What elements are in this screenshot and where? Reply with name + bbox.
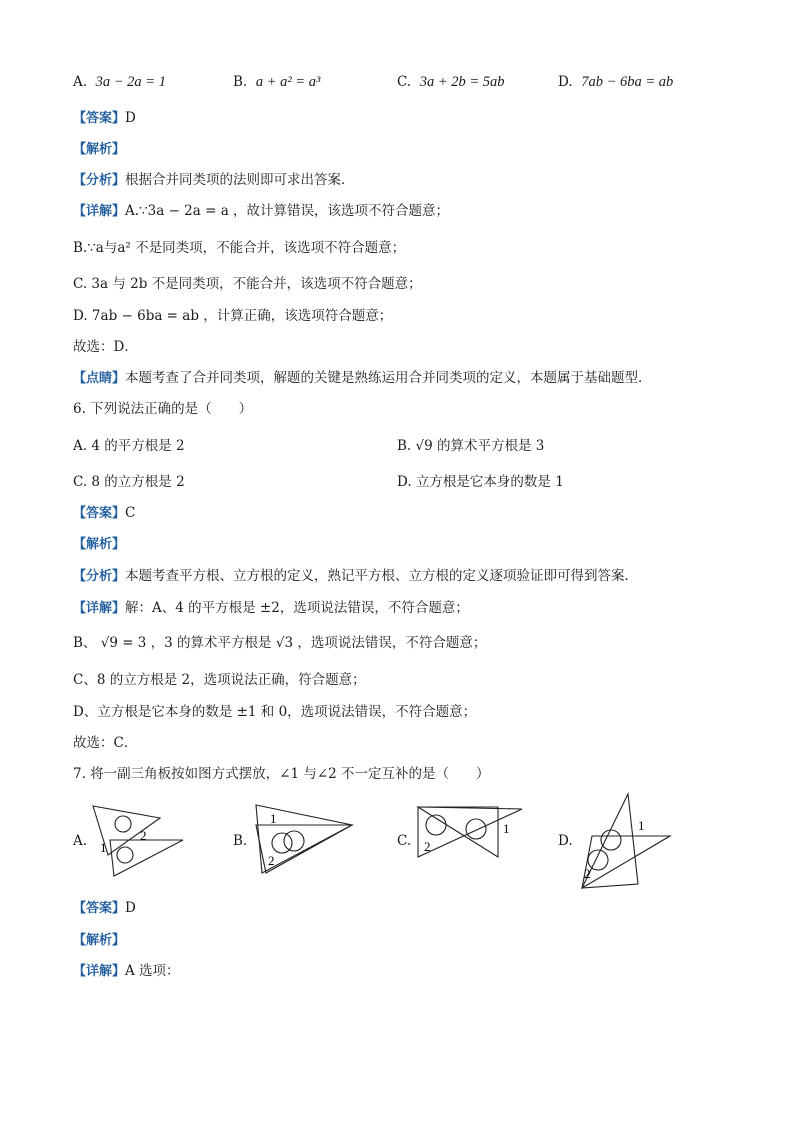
angle-1-label: 1 <box>270 811 277 826</box>
angle-1-label: 1 <box>100 840 107 855</box>
q5-option-b <box>233 72 320 92</box>
xiangjie-tag: 【详解】 <box>73 964 126 979</box>
option-expr: 3a + 2b = 5ab <box>419 74 505 90</box>
angle-2-label: 2 <box>268 853 275 868</box>
xiangjie-text: A 选项： <box>125 963 180 979</box>
angle-2-label: 2 <box>140 828 147 843</box>
xiangjie-tag: 【详解】 <box>73 601 126 616</box>
analysis-tag: 【解析】 <box>73 537 126 552</box>
set-square-hole <box>601 830 621 850</box>
figure-c-triangles <box>414 805 524 865</box>
q6-option-a: A. 4 的平方根是 2 <box>73 438 185 454</box>
q6-line-c: C、8 的立方根是 2，选项说法正确，符合题意； <box>73 672 366 688</box>
analysis-tag: 【解析】 <box>73 142 126 157</box>
q7-stem: 7. 将一副三角板按如图方式摆放，∠1 与∠2 不一定互补的是（ ） <box>73 766 490 782</box>
fenxi-text: 本题考查平方根、立方根的定义，熟记平方根、立方根的定义逐项验证即可得到答案． <box>125 568 639 584</box>
q6-option-c: C. 8 的立方根是 2 <box>73 474 185 490</box>
q6-xiangjie <box>73 598 469 619</box>
q5-dianjing <box>73 368 652 389</box>
q5-line-d: D. 7ab − 6ba = ab ，计算正确，该选项符合题意； <box>73 308 393 324</box>
q5-option-a <box>73 72 166 92</box>
answer-value: C <box>125 505 136 521</box>
angle-1-label: 1 <box>638 818 645 833</box>
xiangjie-text: 解：A、4 的平方根是 ±2，选项说法错误，不符合题意； <box>125 600 469 616</box>
q7-analysis-heading <box>73 930 125 951</box>
option-expr: 7ab − 6ba = ab <box>581 74 674 90</box>
set-square-hole <box>466 819 486 839</box>
analysis-tag: 【解析】 <box>73 933 126 948</box>
q6-option-d: D. 立方根是它本身的数是 1 <box>397 474 564 490</box>
figure-a-triangles <box>88 800 188 880</box>
angle-2-label: 2 <box>424 839 431 854</box>
q5-choose: 故选：D． <box>73 339 138 355</box>
q6-choose: 故选：C． <box>73 735 138 751</box>
q5-line-b: B.∵a与a² 不是同类项，不能合并，该选项不符合题意； <box>73 240 406 256</box>
answer-value: D <box>125 900 136 916</box>
answer-tag: 【答案】 <box>73 901 126 916</box>
q6-fenxi <box>73 566 638 587</box>
option-label: B. <box>233 74 248 90</box>
fenxi-tag: 【分析】 <box>73 569 126 584</box>
figure-d-label: D. <box>558 833 573 849</box>
xiangjie-text: A.∵3a − 2a = a ，故计算错误，该选项不符合题意； <box>125 203 450 219</box>
xiangjie-tag: 【详解】 <box>73 204 126 219</box>
q7-xiangjie <box>73 961 180 982</box>
angle-1-label: 1 <box>503 821 510 836</box>
set-square-hole <box>115 816 131 832</box>
angle-2-label: 2 <box>584 866 591 881</box>
dianjing-tag: 【点睛】 <box>73 371 126 386</box>
figure-d-triangles <box>578 792 673 892</box>
q6-answer <box>73 503 135 524</box>
q5-xiangjie <box>73 201 449 222</box>
fenxi-tag: 【分析】 <box>73 173 126 188</box>
figure-c <box>414 805 524 869</box>
set-square-hole <box>588 850 608 870</box>
fenxi-text: 根据合并同类项的法则即可求出答案． <box>125 172 355 188</box>
option-expr: a + a² = a³ <box>255 74 321 90</box>
figure-a <box>88 800 188 884</box>
q5-fenxi <box>73 170 355 191</box>
option-label: D. <box>558 74 573 90</box>
figure-a-label: A. <box>73 833 88 849</box>
answer-value: D <box>125 110 136 126</box>
option-expr: 3a − 2a = 1 <box>95 74 166 90</box>
q5-answer <box>73 108 136 129</box>
option-label: C. <box>397 74 412 90</box>
figure-b <box>252 803 362 882</box>
q6-stem: 6. 下列说法正确的是（ ） <box>73 401 253 417</box>
dianjing-text: 本题考查了合并同类项，解题的关键是熟练运用合并同类项的定义，本题属于基础题型． <box>125 370 652 386</box>
set-square-hole <box>117 847 133 863</box>
figure-d <box>578 792 673 896</box>
q5-analysis-heading <box>73 139 125 160</box>
q5-option-d <box>558 72 673 92</box>
q6-analysis-heading <box>73 534 125 555</box>
q5-line-c: C. 3a 与 2b 不是同类项，不能合并，该选项不符合题意； <box>73 276 422 292</box>
answer-tag: 【答案】 <box>73 111 126 126</box>
answer-tag: 【答案】 <box>73 506 126 521</box>
set-square-hole <box>284 831 304 851</box>
figure-b-label: B. <box>233 833 248 849</box>
q5-option-c <box>397 72 505 92</box>
q6-line-b: B、 √9 = 3 ，3 的算术平方根是 √3 ，选项说法错误，不符合题意； <box>73 635 487 651</box>
q6-option-b: B. √9 的算术平方根是 3 <box>397 438 545 454</box>
q6-line-d: D、立方根是它本身的数是 ±1 和 0，选项说法错误，不符合题意； <box>73 704 477 720</box>
option-label: A. <box>73 74 88 90</box>
figure-c-label: C. <box>397 833 412 849</box>
q7-answer <box>73 898 136 919</box>
figure-b-triangles <box>252 803 362 878</box>
